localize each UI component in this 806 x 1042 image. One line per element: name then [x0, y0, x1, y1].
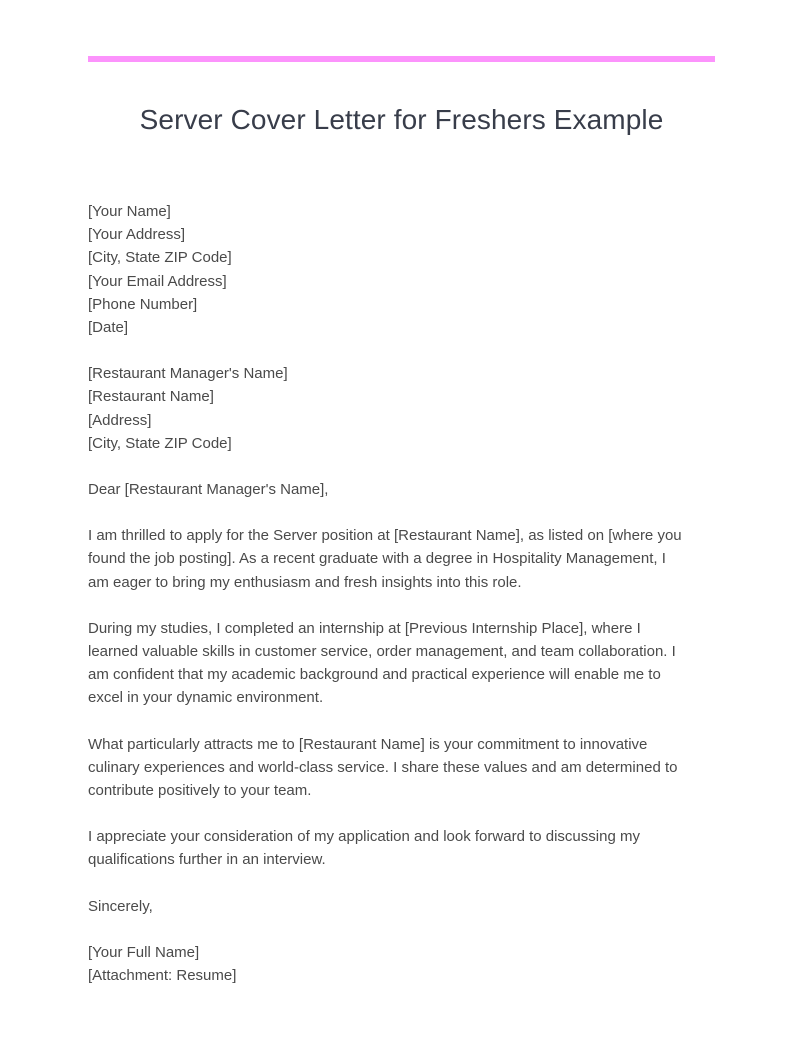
attachment-line: [Attachment: Resume] — [88, 967, 237, 985]
page-title: Server Cover Letter for Freshers Example — [139, 104, 664, 135]
sender-line: [City, State ZIP Code] — [88, 249, 232, 267]
sender-line: [Your Address] — [88, 226, 186, 244]
sender-address-block — [88, 200, 690, 339]
letter-body — [88, 200, 690, 985]
letter-paragraph: I am thrilled to apply for the Server position at [Restaurant Name], as listed on [where you found the job posting]. As a recent graduate with a degree in Hospitality Management, I am eager to bring my enthusiasm and fresh insights into this role. — [88, 527, 682, 591]
recipient-line: [Restaurant Name] — [88, 388, 214, 406]
recipient-address-block — [88, 362, 690, 455]
signature-block — [88, 941, 690, 987]
recipient-line: [Address] — [88, 411, 152, 429]
sender-line: [Date] — [88, 319, 129, 337]
letter-paragraph: I appreciate your consideration of my application and look forward to discussing my qualifications further in an interview. — [88, 828, 640, 869]
sender-line: [Your Email Address] — [88, 272, 227, 290]
sender-line: [Your Name] — [88, 203, 171, 220]
recipient-line: [Restaurant Manager's Name] — [88, 365, 288, 383]
accent-bar — [88, 56, 715, 62]
signature-line: [Your Full Name] — [88, 943, 200, 961]
letter-paragraph: During my studies, I completed an internship at [Previous Internship Place], where I learned valuable skills in customer service, order management, and team collaboration. I am confident that my academic background and practical experience will enable me to excel in your dynamic environment. — [88, 619, 676, 707]
letter-paragraph: What particularly attracts me to [Restaurant Name] is your commitment to innovative culinary experiences and world-class service. I share these values and am determined to contribute positively to your team. — [88, 735, 678, 800]
recipient-line: [City, State ZIP Code] — [88, 434, 232, 452]
salutation: Dear [Restaurant Manager's Name], — [88, 481, 329, 499]
sender-line: [Phone Number] — [88, 295, 198, 313]
closing-salutation: Sincerely, — [88, 897, 153, 915]
